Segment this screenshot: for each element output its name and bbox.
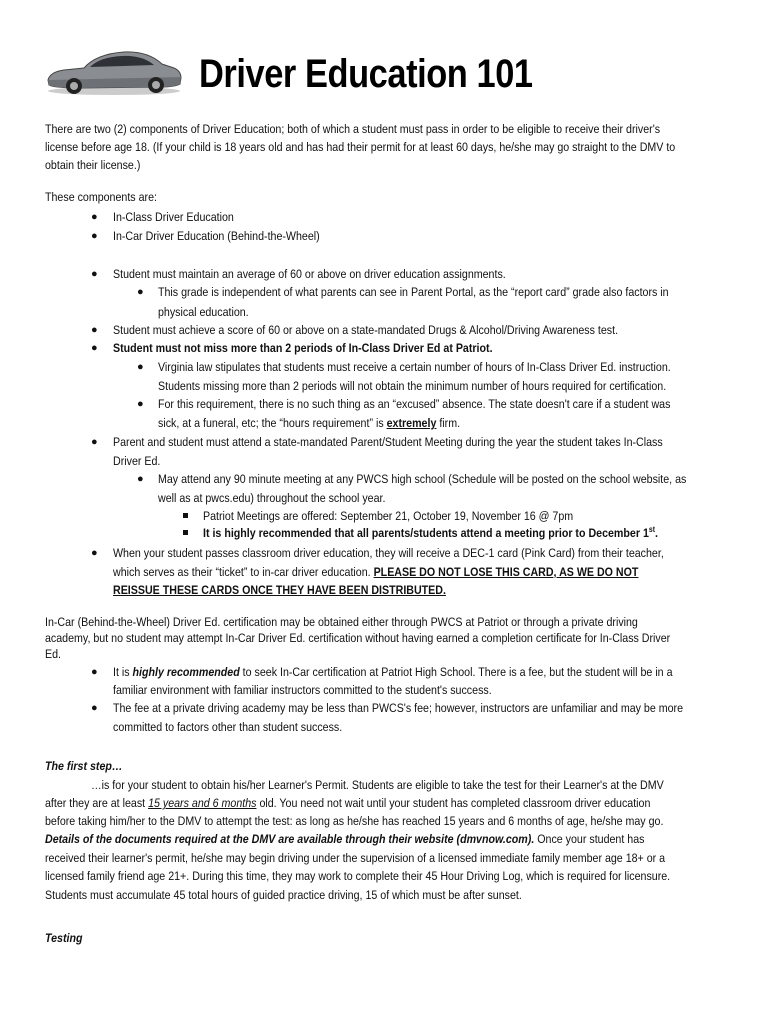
text-span: It is [113, 665, 133, 679]
paragraph-line [45, 794, 650, 812]
incar-bullet [113, 663, 672, 681]
sub-item-line: Virginia law stipulates that students must receive a certain number of hours of In-Class Driver Ed. instruction. [158, 360, 671, 374]
incar-line: academy, but no student may attempt In-Car Driver Ed. certification without having earned a completion certificate for In-Class Driver [45, 631, 671, 645]
sub-item-line: physical education. [158, 305, 249, 319]
bullet-dot: ● [91, 436, 98, 448]
square-bullet [183, 530, 188, 535]
requirement-item-bold: Student must not miss more than 2 periods of In-Class Driver Ed at Patriot. [113, 341, 493, 355]
sub-item-line: This grade is independent of what parents can see in Parent Portal, as the “report card” grade also factors in [158, 285, 669, 299]
bullet-dot: ● [91, 547, 98, 559]
intro-line: There are two (2) components of Driver Education; both of which a student must pass in order to be eligible to receive their driver's [45, 122, 661, 136]
incar-bullet: familiar environment with familiar instructors committed to the student's success. [113, 683, 492, 697]
paragraph-line: Students must accumulate 45 total hours of guided practice driving, 15 of which must be after sunset. [45, 888, 522, 902]
requirement-item: When your student passes classroom driver education, they will receive a DEC-1 card (Pink Card) from their teacher, [113, 546, 664, 560]
meetings-line: Patriot Meetings are offered: September 21, October 19, November 16 @ 7pm [203, 509, 574, 523]
text-span: after they are at least [45, 796, 149, 810]
bullet-dot: ● [91, 324, 98, 336]
requirement-item: Driver Ed. [113, 454, 161, 468]
requirement-item: Parent and student must attend a state-mandated Parent/Student Meeting during the year the student takes In-Class [113, 435, 663, 449]
bullet-dot: ● [91, 211, 98, 223]
sub-item-line: May attend any 90 minute meeting at any PWCS high school (Schedule will be posted on the school website, as [158, 472, 687, 486]
sub-item-line: Students missing more than 2 periods will not obtain the minimum number of hours required for certification. [158, 379, 667, 393]
bullet-dot: ● [137, 361, 144, 373]
first-step-heading: The first step… [45, 759, 123, 773]
sub-item-line: well as at pwcs.edu) throughout the school year. [158, 491, 386, 505]
text-span: Once your student has [534, 832, 645, 846]
paragraph-line [45, 830, 644, 848]
emphasis-text: PLEASE DO NOT LOSE THIS CARD, AS WE DO NOT [373, 565, 639, 579]
incar-bullet: committed to factors other than student success. [113, 720, 343, 734]
component-item: In-Class Driver Education [113, 210, 234, 224]
bullet-dot: ● [137, 398, 144, 410]
car-image [44, 46, 184, 96]
bullet-dot: ● [91, 342, 98, 354]
requirement-item [113, 563, 638, 581]
component-item: In-Car Driver Education (Behind-the-Wheel) [113, 229, 320, 243]
incar-bullet: The fee at a private driving academy may be less than PWCS's fee; however, instructors are unfamiliar and may be more [113, 701, 684, 715]
square-bullet [183, 513, 188, 518]
text-span: which serves as their “ticket” to in-car driver education. [113, 565, 374, 579]
text-span: firm. [436, 416, 461, 430]
emphasis-text: extremely [386, 416, 437, 430]
bullet-dot: ● [91, 666, 98, 678]
paragraph-line: licensed family friend age 21+. During this time, they may work to complete their 45 Hour Driving Log, which is required for licensure. [45, 869, 671, 883]
page-title: Driver Education 101 [199, 52, 533, 96]
incar-line: In-Car (Behind-the-Wheel) Driver Ed. certification may be obtained either through PWCS at Patriot or through a private driving [45, 615, 638, 629]
testing-heading: Testing [45, 931, 83, 945]
requirement-item: Student must maintain an average of 60 or above on driver education assignments. [113, 267, 506, 281]
emphasis-text: highly recommended [132, 665, 240, 679]
superscript: st [648, 524, 655, 534]
bullet-dot: ● [91, 268, 98, 280]
paragraph-line: before taking him/her to the DMV to attempt the test: as long as he/she has reached 15 years and 6 months of age, he/she may go. [45, 814, 664, 828]
sub-item-line: For this requirement, there is no such thing as an “excused” absence. The state doesn't care if a student was [158, 397, 671, 411]
text-span: sick, at a funeral, etc; the “hours requirement” is [158, 416, 387, 430]
bullet-dot: ● [137, 473, 144, 485]
text-span: to seek In-Car certification at Patriot High School. There is a fee, but the student will be in a [239, 665, 673, 679]
emphasis-text: Details of the documents required at the DMV are available through their website (dmvnow.com). [45, 832, 535, 846]
components-heading: These components are: [45, 190, 157, 204]
intro-line: obtain their license.) [45, 158, 141, 172]
paragraph-line: received their learner's permit, he/she may begin driving under the supervision of a licensed immediate family member age 18+ or a [45, 851, 666, 865]
intro-line: license before age 18. (If your child is 18 years old and has had their permit for at least 60 days, he/she may go straight to the DMV to [45, 140, 676, 154]
bullet-dot: ● [91, 702, 98, 714]
sub-item-line [158, 414, 460, 432]
bullet-dot: ● [137, 286, 144, 298]
bullet-dot: ● [91, 230, 98, 242]
paragraph-line: …is for your student to obtain his/her Learner's Permit. Students are eligible to take the test for their Learner's at the DMV [91, 778, 664, 792]
text-span: old. You need not wait until your student has completed classroom driver education [256, 796, 651, 810]
incar-line: Ed. [45, 647, 62, 661]
recommend-line [203, 524, 658, 542]
text-span: . [654, 526, 658, 540]
text-span: It is highly recommended that all parents/students attend a meeting prior to December 1 [203, 526, 649, 540]
requirement-item: Student must achieve a score of 60 or above on a state-mandated Drugs & Alcohol/Driving Awareness test. [113, 323, 619, 337]
emphasis-text: REISSUE THESE CARDS ONCE THEY HAVE BEEN DISTRIBUTED. [113, 583, 446, 597]
emphasis-text: 15 years and 6 months [148, 796, 257, 810]
